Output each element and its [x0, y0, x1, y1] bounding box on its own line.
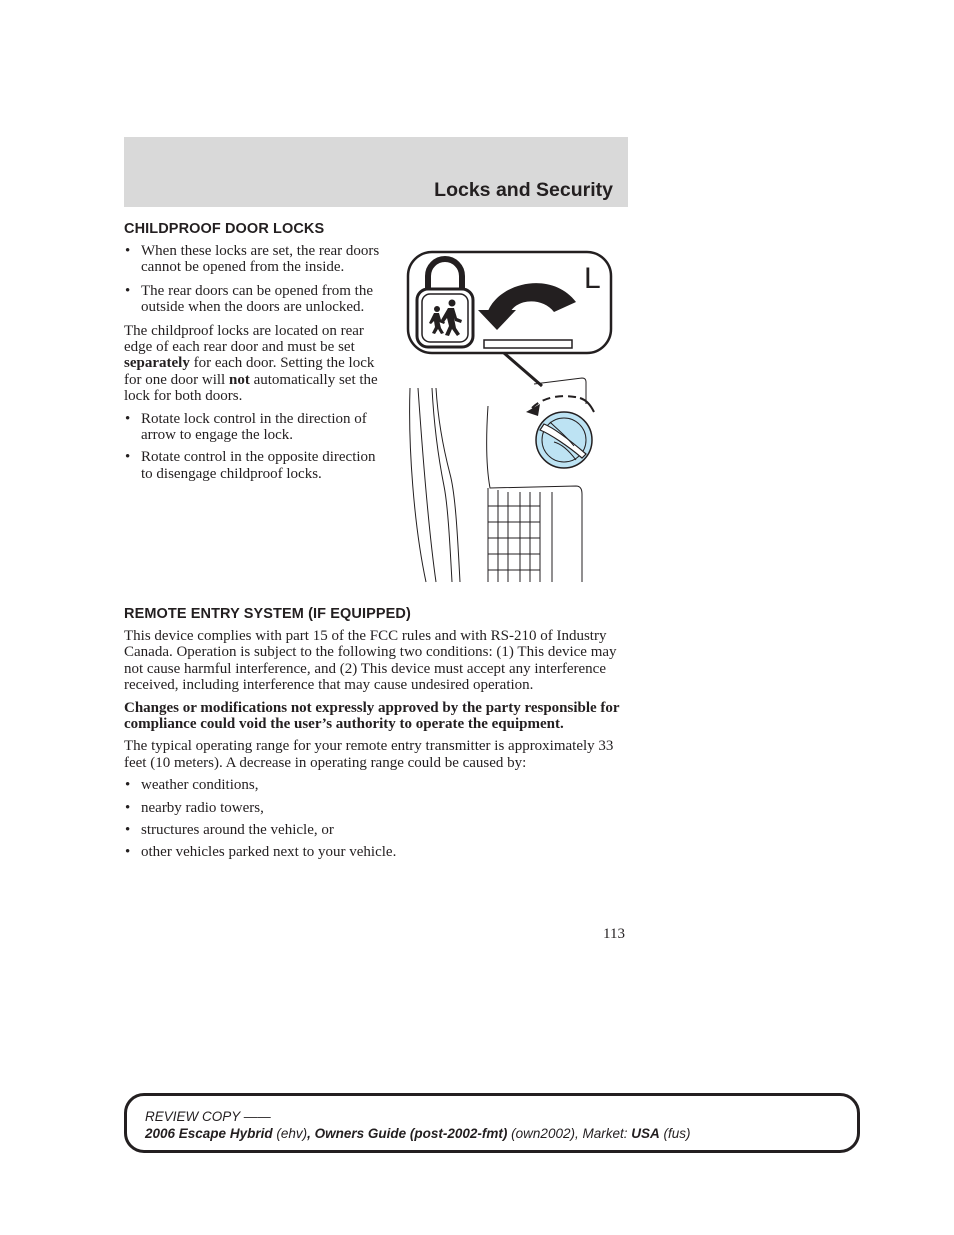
footer-model: 2006 Escape Hybrid — [145, 1126, 273, 1141]
bullet-dot: • — [125, 449, 131, 466]
childproof-lock-illustration — [404, 246, 618, 586]
range-paragraph: The typical operating range for your remote entry transmitter is approximately 33 feet (10 meters). A decrease in operating range could be caused by: — [124, 738, 614, 771]
page-number: 113 — [603, 926, 625, 942]
childproof-paragraph — [124, 323, 389, 405]
child-lock-knob[interactable] — [536, 412, 592, 468]
bullet-text: nearby radio towers, — [141, 799, 264, 816]
indicator-slot — [484, 340, 572, 348]
footer-market-code: (fus) — [663, 1126, 691, 1141]
footer-line-1: REVIEW COPY —— — [145, 1109, 271, 1124]
bullet-text: weather conditions, — [141, 777, 259, 794]
footer-guide-code: (own2002) — [511, 1126, 575, 1141]
bullet-dot: • — [125, 822, 131, 839]
bullet-dot: • — [125, 243, 131, 259]
review-copy-footer — [124, 1093, 860, 1153]
footer-line-2 — [145, 1125, 691, 1142]
section-title: Locks and Security — [434, 179, 613, 201]
remote-entry-body — [124, 628, 629, 861]
emphasis-not: not — [228, 371, 250, 388]
bullet-dot: • — [125, 799, 131, 816]
emphasis-separately: separately — [124, 355, 190, 372]
list-item — [124, 822, 629, 838]
bullet-dot: • — [125, 844, 131, 861]
bullet-text: Rotate lock control in the direction of arrow to engage the lock. — [141, 410, 367, 444]
text-run: automatically set the lock for both doors. — [124, 371, 378, 405]
bullet-text: When these locks are set, the rear doors cannot be opened from the inside. — [141, 243, 380, 276]
list-item — [124, 411, 389, 444]
list-item — [124, 283, 389, 316]
list-item — [124, 800, 629, 816]
list-item — [124, 243, 389, 276]
childproof-column — [124, 243, 389, 482]
bullet-text: The rear doors can be opened from the outside when the doors are unlocked. — [141, 282, 373, 316]
footer-market: USA — [631, 1126, 660, 1141]
text-run: for each door. Setting the lock for one door will — [124, 355, 375, 388]
footer-separator: , — [307, 1126, 315, 1141]
list-item — [124, 449, 389, 482]
lock-position-letter: L — [584, 262, 601, 295]
childproof-heading: CHILDPROOF DOOR LOCKS — [124, 221, 325, 237]
footer-model-code: (ehv) — [276, 1126, 308, 1141]
bullet-text: structures around the vehicle, or — [141, 822, 334, 839]
text-run: The childproof locks are located on rear edge of each rear door and must be set — [124, 322, 364, 356]
bullet-text: Rotate control in the opposite direction to disengage childproof locks. — [141, 449, 376, 482]
list-item — [124, 844, 629, 860]
callout-leader — [504, 353, 542, 386]
footer-market-label: , Market: — [574, 1126, 632, 1141]
bullet-dot: • — [125, 410, 131, 427]
section-header-band — [124, 137, 628, 207]
remote-entry-heading: REMOTE ENTRY SYSTEM (IF EQUIPPED) — [124, 606, 411, 622]
bullet-dot: • — [125, 282, 131, 299]
bullet-dot: • — [125, 777, 131, 794]
warning-paragraph: Changes or modifications not expressly approved by the party responsible for compliance could void the user’s authority to operate the equipment. — [124, 699, 620, 733]
list-item — [124, 777, 629, 793]
fcc-paragraph: This device complies with part 15 of the FCC rules and with RS-210 of Industry Canada. Operation is subject to the following two conditions: (1) This device may not cause harmful interference, and (2) This device must accept any interference received, including interference that may cause undesired operation. — [124, 628, 617, 694]
footer-guide: Owners Guide (post-2002-fmt) — [314, 1126, 508, 1141]
door-edge-drawing — [410, 378, 586, 582]
bullet-text: other vehicles parked next to your vehicle. — [141, 844, 397, 861]
footer-text — [145, 1108, 691, 1142]
